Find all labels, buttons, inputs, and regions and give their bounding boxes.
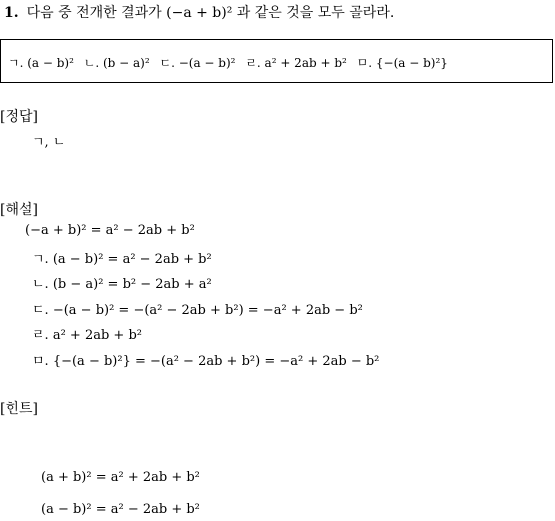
choices-list (8, 54, 454, 71)
explanation-line: ㄷ. −(a − b)² = −(a² − 2ab + b²) = −a² + 2ab − b² (32, 303, 363, 318)
question-title (4, 2, 394, 22)
hint-line: (a − b)² = a² − 2ab + b² (41, 502, 200, 517)
explanation-line: ㄱ. (a − b)² = a² − 2ab + b² (32, 252, 212, 267)
explanation-line: ㄹ. a² + 2ab + b² (32, 328, 142, 343)
choice-item: ㄱ. (a − b)² (8, 56, 74, 70)
explanation-heading: [해설] (0, 202, 38, 218)
answer-heading: [정답] (0, 109, 38, 125)
choice-item: ㄹ. a² + 2ab + b² (245, 56, 347, 70)
explanation-line: ㄴ. (b − a)² = b² − 2ab + a² (32, 277, 212, 292)
answer-value: ㄱ, ㄴ (32, 135, 66, 150)
question-number: 1. (4, 5, 19, 21)
explanation-line: (−a + b)² = a² − 2ab + b² (25, 223, 195, 238)
hint-heading: [힌트] (0, 401, 38, 417)
question-text: 다음 중 전개한 결과가 (−a + b)² 과 같은 것을 모두 골라라. (26, 5, 395, 21)
explanation-line: ㅁ. {−(a − b)²} = −(a² − 2ab + b²) = −a² + 2ab − b² (32, 354, 380, 369)
choice-item: ㄴ. (b − a)² (83, 56, 150, 70)
hint-line: (a + b)² = a² + 2ab + b² (41, 470, 200, 485)
choice-item: ㄷ. −(a − b)² (159, 56, 236, 70)
choice-item: ㅁ. {−(a − b)²} (356, 56, 448, 70)
